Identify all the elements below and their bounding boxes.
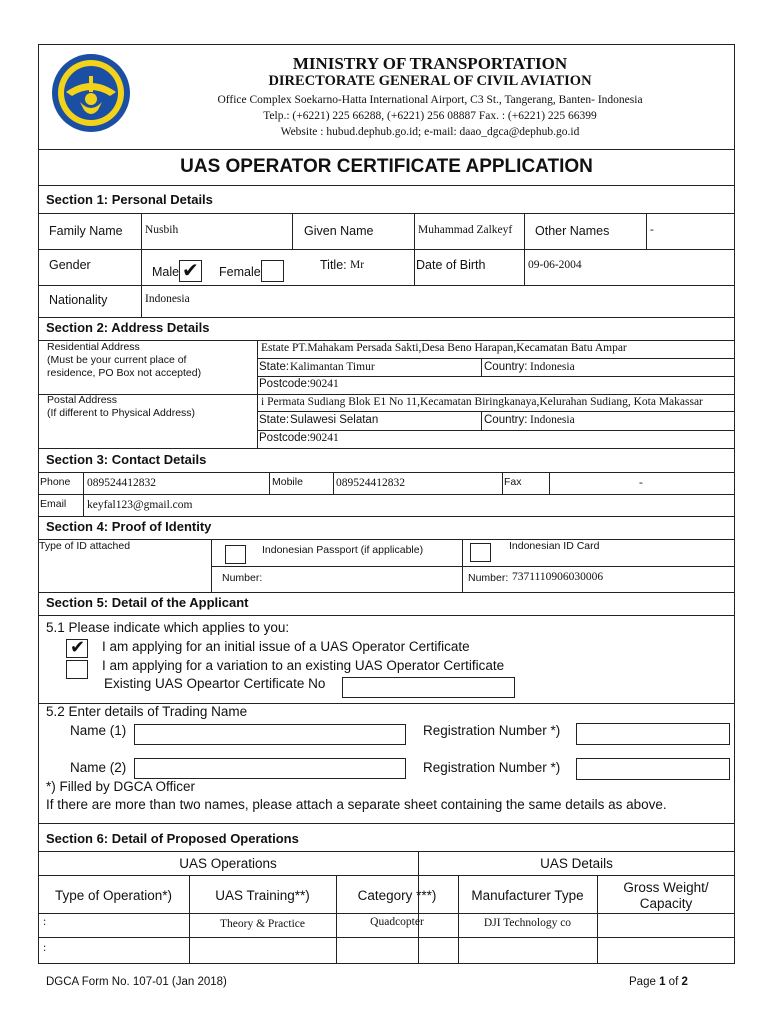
checkmark-icon: ✔	[70, 637, 86, 657]
initial-issue-checkbox[interactable]	[66, 639, 88, 658]
id-card-checkbox[interactable]	[470, 543, 491, 562]
office-website: Website : hubud.dephub.go.id; e-mail: daao_dgca@dephub.go.id	[280, 126, 580, 138]
page-label: Page	[629, 976, 656, 988]
res-country-label: Country:	[484, 361, 528, 373]
office-phone: Telp.: (+6221) 225 66288, (+6221) 256 08887 Fax. : (+6221) 225 66399	[263, 110, 597, 122]
id-number-label: Number:	[468, 572, 509, 584]
mobile-label: Mobile	[272, 476, 303, 488]
directorate-title: DIRECTORATE GENERAL OF CIVIL AVIATION	[268, 73, 592, 89]
name1-label: Name (1)	[70, 723, 127, 738]
id-type-label: Type of ID attached	[39, 540, 131, 552]
reg2-label: Registration Number *)	[423, 760, 561, 775]
form-title: UAS OPERATOR CERTIFICATE APPLICATION	[180, 156, 593, 177]
row1-uas-training[interactable]: Theory & Practice	[220, 918, 305, 930]
email-field[interactable]: keyfal123@gmail.com	[87, 499, 193, 511]
res-postcode-field[interactable]: 90241	[310, 378, 339, 390]
variation-label: I am applying for a variation to an existing UAS Operator Certificate	[102, 658, 505, 673]
ministry-title: MINISTRY OF TRANSPORTATION	[292, 54, 568, 73]
col-gross-weight: Gross Weight/	[623, 880, 709, 895]
reg1-label: Registration Number *)	[423, 723, 561, 738]
ministry-logo	[50, 52, 132, 134]
post-country-label: Country:	[484, 414, 528, 426]
section6-title: Section 6: Detail of Proposed Operations	[46, 831, 299, 846]
phone-label: Phone	[40, 476, 71, 488]
name2-label: Name (2)	[70, 760, 127, 775]
form-number: DGCA Form No. 107-01 (Jan 2018)	[46, 976, 227, 988]
uas-details-header: UAS Details	[540, 856, 613, 871]
checkmark-icon: ✔	[182, 260, 199, 282]
name2-input[interactable]	[134, 758, 406, 779]
post-state-label: State:	[259, 414, 290, 426]
extra-names-note: If there are more than two names, please attach a separate sheet containing the same details as above.	[46, 797, 667, 812]
post-postcode-field[interactable]: 90241	[310, 432, 339, 444]
passport-label: Indonesian Passport (if applicable)	[262, 544, 424, 556]
col-uas-training: UAS Training**)	[215, 888, 310, 903]
variation-checkbox[interactable]	[66, 660, 88, 679]
res-state-field[interactable]: Kalimantan Timur	[290, 361, 375, 373]
phone-field[interactable]: 089524412832	[87, 477, 156, 489]
post-postcode-label: Postcode:	[259, 432, 311, 444]
post-state-field[interactable]: Sulawesi Selatan	[290, 414, 379, 426]
res-postcode-label: Postcode:	[259, 378, 311, 390]
col-category: Category ***)	[357, 888, 437, 903]
postal-address-field[interactable]: i Permata Sudiang Blok E1 No 11,Kecamatan Biringkanaya,Kelurahan Sudiang, Kota Makassar	[261, 396, 703, 408]
page-number: 1	[659, 976, 666, 988]
col-capacity: Capacity	[639, 896, 693, 911]
row1-category[interactable]: Quadcopter	[370, 916, 424, 928]
other-names-label: Other Names	[535, 224, 610, 238]
mobile-field[interactable]: 089524412832	[336, 477, 405, 489]
section4-title: Section 4: Proof of Identity	[46, 519, 212, 534]
family-name-field[interactable]: Nusbih	[145, 224, 179, 236]
of-label: of	[668, 976, 679, 988]
fax-field[interactable]: -	[639, 477, 643, 489]
res-country-field[interactable]: Indonesia	[530, 361, 575, 373]
existing-cert-label: Existing UAS Opeartor Certificate No	[104, 676, 326, 691]
given-name-label: Given Name	[304, 224, 374, 238]
fax-label: Fax	[504, 476, 522, 488]
residential-label-2: (Must be your current place of	[47, 354, 187, 366]
row1-type-of-operation[interactable]: :	[43, 916, 47, 928]
passport-checkbox[interactable]	[225, 545, 246, 564]
nationality-label: Nationality	[49, 293, 108, 307]
col-type-of-operation: Type of Operation*)	[54, 888, 173, 903]
res-state-label: State:	[259, 361, 290, 373]
email-label: Email	[40, 498, 67, 510]
row2-type-of-operation[interactable]: :	[43, 942, 47, 954]
page-indicator	[629, 976, 688, 988]
uas-operations-header: UAS Operations	[179, 856, 277, 871]
section5-title: Section 5: Detail of the Applicant	[46, 595, 249, 610]
dob-label: Date of Birth	[416, 258, 486, 272]
name1-input[interactable]	[134, 724, 406, 745]
id-card-label: Indonesian ID Card	[509, 540, 600, 552]
col-manufacturer-type: Manufacturer Type	[471, 888, 584, 903]
question-5-1: 5.1 Please indicate which applies to you:	[46, 620, 290, 635]
reg2-input[interactable]	[576, 758, 730, 780]
residential-label-1: Residential Address	[47, 341, 140, 353]
question-5-2: 5.2 Enter details of Trading Name	[46, 704, 248, 719]
id-number-field[interactable]: 7371110906030006	[512, 571, 604, 583]
female-checkbox[interactable]	[261, 260, 284, 282]
initial-issue-label: I am applying for an initial issue of a UAS Operator Certificate	[102, 639, 470, 654]
residential-address-field[interactable]: Estate PT.Mahakam Persada Sakti,Desa Beno Harapan,Kecamatan Batu Ampar	[261, 342, 627, 354]
residential-label-3: residence, PO Box not accepted)	[47, 367, 202, 379]
existing-cert-input[interactable]	[342, 677, 515, 698]
male-checkbox[interactable]	[179, 260, 202, 282]
page-total: 2	[681, 976, 688, 988]
post-country-field[interactable]: Indonesia	[530, 414, 575, 426]
reg1-input[interactable]	[576, 723, 730, 745]
family-name-label: Family Name	[49, 224, 123, 238]
passport-number-label: Number:	[222, 572, 263, 584]
nationality-field[interactable]: Indonesia	[145, 293, 190, 305]
section2-title: Section 2: Address Details	[46, 320, 210, 335]
section3-title: Section 3: Contact Details	[46, 452, 207, 467]
female-label: Female	[219, 265, 261, 279]
section1-title: Section 1: Personal Details	[46, 192, 213, 207]
title-field[interactable]: Mr	[350, 259, 365, 271]
other-names-field[interactable]: -	[650, 224, 654, 236]
row1-manufacturer-type[interactable]: DJI Technology co	[483, 917, 572, 929]
gender-label: Gender	[49, 258, 91, 272]
male-label: Male	[152, 265, 180, 279]
office-address: Office Complex Soekarno-Hatta International Airport, C3 St., Tangerang, Banten- Indonesia	[217, 94, 643, 106]
postal-label-2: (If different to Physical Address)	[47, 407, 196, 419]
given-name-field[interactable]: Muhammad Zalkeyf	[418, 224, 513, 236]
postal-label-1: Postal Address	[47, 394, 118, 406]
dob-field[interactable]: 09-06-2004	[528, 259, 582, 271]
filled-by-note: *) Filled by DGCA Officer	[46, 779, 196, 794]
title-label: Title:	[320, 258, 347, 272]
